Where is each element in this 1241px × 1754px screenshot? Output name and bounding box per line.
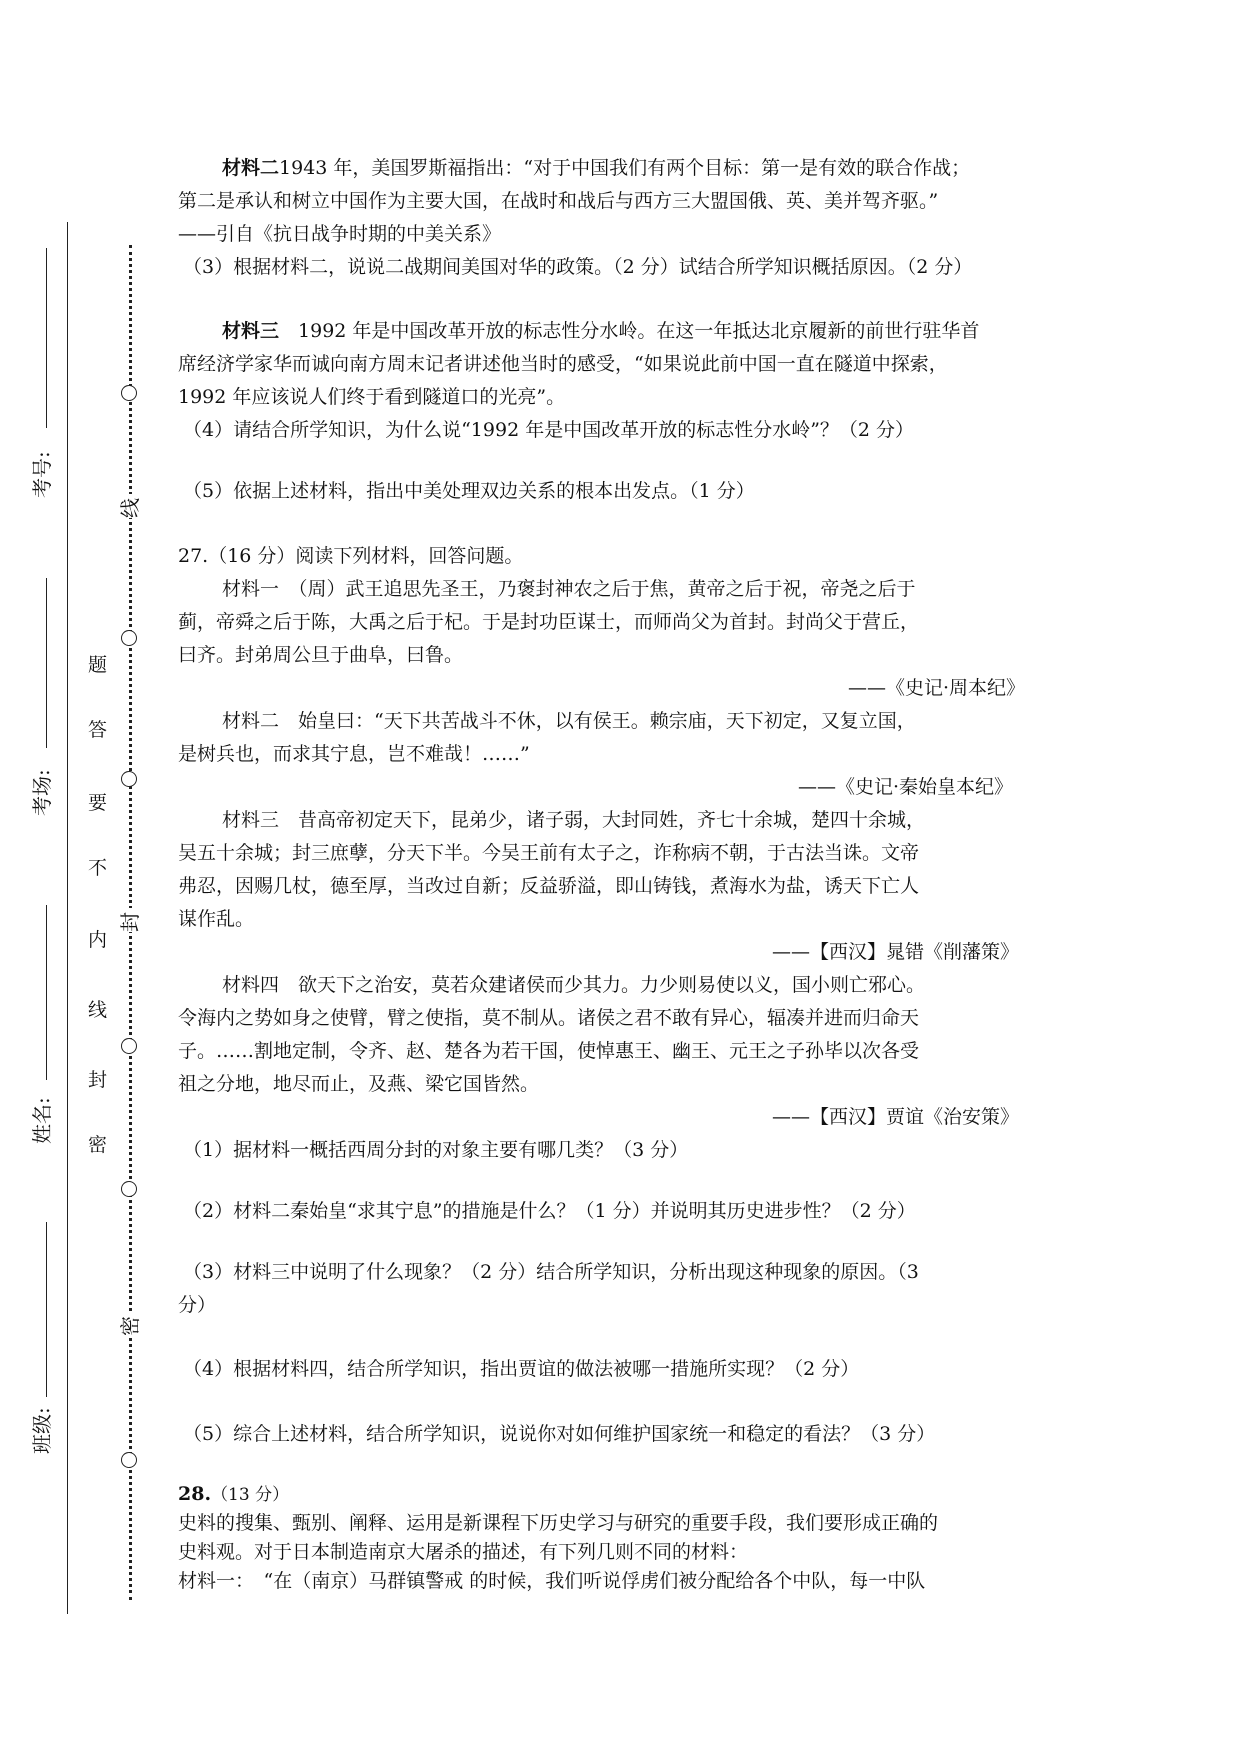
notice-char-da: 答 [88, 719, 108, 741]
seal-circle [121, 1038, 137, 1054]
notice-char-mi: 密 [88, 1134, 108, 1156]
question-27-1: （1）据材料一概括西周分封的对象主要有哪几类？（3 分） [183, 1139, 689, 1161]
material-2-source: ——引自《抗日战争时期的中美关系》 [178, 223, 502, 245]
q27-material-1-line-3: 曰齐。封弟周公旦于曲阜，曰鲁。 [178, 644, 464, 666]
question-27-4: （4）根据材料四，结合所学知识，指出贾谊的做法被哪一措施所实现？（2 分） [183, 1358, 860, 1380]
question-26-5: （5）依据上述材料，指出中美处理双边关系的根本出发点。（1 分） [183, 480, 755, 502]
q27-material-2-line-2: 是树兵也，而求其宁息，岂不难哉！……” [178, 743, 530, 765]
question-28-number: 28. [178, 1483, 212, 1505]
q27-material-1-line-1: 材料一 （周）武王追思先圣王，乃褒封神农之后于焦，黄帝之后于祝，帝尧之后于 [222, 578, 916, 600]
notice-char-nei: 内 [88, 929, 108, 951]
q27-material-3-line-4: 谋作乱。 [178, 908, 255, 930]
q27-material-3-line-1: 材料三 昔高帝初定天下，昆弟少，诸子弱，大封同姓，齐七十余城，楚四十余城， [222, 809, 926, 831]
class-underline [46, 1222, 47, 1397]
material-3-line-3: 1992 年应该说人们终于看到隧道口的光亮”。 [178, 386, 566, 408]
q27-material-2-source: ——《史记·秦始皇本纪》 [798, 776, 1014, 798]
class-label: 班级: [30, 1407, 54, 1454]
seal-char-feng: 封 [118, 908, 142, 932]
name-underline [46, 905, 47, 1080]
question-27-3-line-2: 分） [178, 1294, 217, 1316]
seal-circle [121, 1181, 137, 1197]
q27-material-4-source: ——【西汉】贾谊《治安策》 [772, 1106, 1020, 1128]
question-26-3: （3）根据材料二，说说二战期间美国对华的政策。（2 分）试结合所学知识概括原因。（2 分） [183, 256, 973, 278]
q27-material-1-line-2: 蓟，帝舜之后于陈，大禹之后于杞。于是封功臣谋士，而师尚父为首封。封尚父于营丘， [178, 611, 920, 633]
material-3-line-1: 材料三 1992 年是中国改革开放的标志性分水岭。在这一年抵达北京履新的前世行驻华首 [222, 320, 980, 342]
margin-border-line [67, 222, 68, 1614]
q27-material-3-line-3: 弗忍，因赐几杖，德至厚，当改过自新；反益骄溢，即山铸钱，煮海水为盐，诱天下亡人 [178, 875, 920, 897]
seal-char-mi: 密 [118, 1312, 142, 1336]
question-26-4: （4）请结合所学知识，为什么说“1992 年是中国改革开放的标志性分水岭”？（2 分） [183, 419, 915, 441]
question-27-5: （5）综合上述材料，结合所学知识，说说你对如何维护国家统一和稳定的看法？（3 分） [183, 1423, 936, 1445]
notice-char-feng: 封 [88, 1069, 108, 1091]
material-3-line-2: 席经济学家华而诚向南方周末记者讲述他当时的感受，“如果说此前中国一直在隧道中探索， [178, 353, 948, 375]
q27-material-4-line-3: 子。……割地定制，令齐、赵、楚各为若干国，使悼惠王、幽王、元王之子孙毕以次各受 [178, 1040, 920, 1062]
notice-char-bu: 不 [88, 857, 108, 879]
seal-circle [121, 385, 137, 401]
seal-circle [121, 630, 137, 646]
seal-circle [121, 771, 137, 787]
q27-material-4-line-2: 令海内之势如身之使臂，臂之使指，莫不制从。诸侯之君不敢有异心，辐凑并进而归命天 [178, 1007, 920, 1029]
exam-room-label: 考场: [30, 769, 54, 816]
material-2-line-2: 第二是承认和树立中国作为主要大国，在战时和战后与西方三大盟国俄、英、美并驾齐驱。” [178, 190, 939, 212]
seal-char-xian: 线 [118, 494, 142, 518]
q27-material-4-line-4: 祖之分地，地尽而止，及燕、梁它国皆然。 [178, 1073, 540, 1095]
name-label: 姓名: [30, 1097, 54, 1144]
q27-material-2-line-1: 材料二 始皇曰：“天下共苦战斗不休，以有侯王。赖宗庙，天下初定，又复立国， [222, 710, 916, 732]
q27-material-3-source: ——【西汉】晁错《削藩策》 [772, 941, 1020, 963]
notice-char-yao: 要 [88, 792, 108, 814]
q27-material-4-line-1: 材料四 欲天下之治安，莫若众建诸侯而少其力。力少则易使以义，国小则亡邪心。 [222, 974, 926, 996]
q28-line-3: 材料一： “在（南京）马群镇警戒 的时候，我们听说俘虏们被分配给各个中队，每一中队 [178, 1570, 926, 1592]
exam-number-underline [46, 248, 47, 428]
seal-circle [121, 1452, 137, 1468]
notice-char-xian: 线 [88, 999, 108, 1021]
material-2-line-1: 材料二1943 年，美国罗斯福指出：“对于中国我们有两个目标：第一是有效的联合作战； [222, 157, 971, 179]
question-27-2: （2）材料二秦始皇“求其宁息”的措施是什么？（1 分）并说明其历史进步性？（2 分） [183, 1200, 916, 1222]
exam-number-label: 考号: [30, 451, 54, 498]
question-28-score: （13 分） [211, 1485, 290, 1505]
material-3-label: 材料三 [222, 320, 280, 342]
exam-room-underline [46, 578, 47, 748]
q28-line-1: 史料的搜集、甄别、阐释、运用是新课程下历史学习与研究的重要手段，我们要形成正确的 [178, 1512, 939, 1534]
question-27-3-line-1: （3）材料三中说明了什么现象？（2 分）结合所学知识，分析出现这种现象的原因。（3 [183, 1261, 919, 1283]
question-27-header: 27.（16 分）阅读下列材料，回答问题。 [178, 545, 524, 567]
material-2-label: 材料二 [222, 157, 280, 179]
q27-material-3-line-2: 吴五十余城；封三庶孽，分天下半。今吴王前有太子之，诈称病不朝，于古法当诛。文帝 [178, 842, 920, 864]
q28-line-2: 史料观。对于日本制造南京大屠杀的描述，有下列几则不同的材料： [178, 1541, 749, 1563]
q27-material-1-source: ——《史记·周本纪》 [848, 677, 1026, 699]
notice-char-ti: 题 [88, 654, 108, 676]
